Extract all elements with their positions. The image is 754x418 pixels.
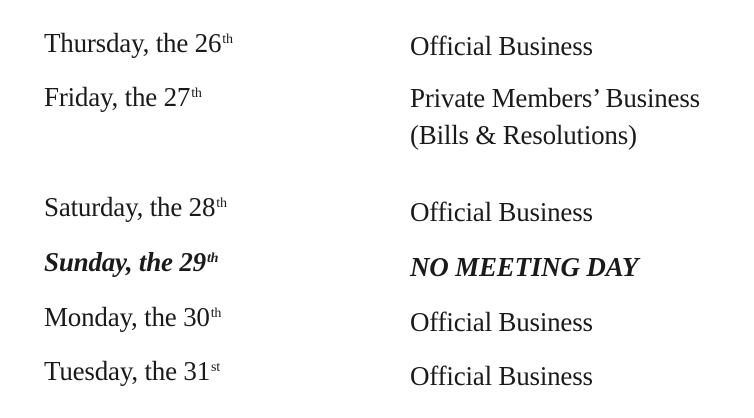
- schedule-date-monday: [44, 299, 221, 336]
- date-text: Tuesday, the 31: [44, 356, 211, 386]
- date-text: Monday, the 30: [44, 302, 210, 332]
- business-text: Official Business: [410, 361, 593, 391]
- schedule-date-thursday: [44, 25, 233, 62]
- schedule-business-thursday: [410, 28, 593, 65]
- schedule-date-tuesday: [44, 353, 220, 390]
- business-text: Official Business: [410, 307, 593, 337]
- date-suffix: th: [216, 196, 227, 211]
- schedule-business-friday: [410, 80, 700, 154]
- schedule-date-saturday: [44, 189, 227, 226]
- date-text: Thursday, the 26: [44, 28, 222, 58]
- date-text: Sunday, the 29: [44, 247, 206, 277]
- schedule-business-saturday: [410, 194, 593, 231]
- business-text: NO MEETING DAY: [410, 252, 639, 282]
- date-suffix: th: [191, 86, 202, 101]
- schedule-date-sunday: [44, 244, 218, 281]
- date-suffix: th: [222, 32, 233, 47]
- date-suffix: st: [211, 360, 220, 375]
- date-text: Friday, the 27: [44, 82, 191, 112]
- date-suffix: th: [206, 251, 219, 266]
- date-text: Saturday, the 28: [44, 192, 216, 222]
- schedule-business-tuesday: [410, 358, 593, 395]
- business-text: Official Business: [410, 197, 593, 227]
- business-text: Official Business: [410, 31, 593, 61]
- date-suffix: th: [210, 306, 222, 321]
- business-text-line2: (Bills & Resolutions): [410, 120, 637, 150]
- schedule-business-sunday: [410, 249, 638, 286]
- schedule-business-monday: [410, 304, 593, 341]
- business-text: Private Members’ Business: [410, 83, 700, 113]
- schedule-date-friday: [44, 79, 202, 116]
